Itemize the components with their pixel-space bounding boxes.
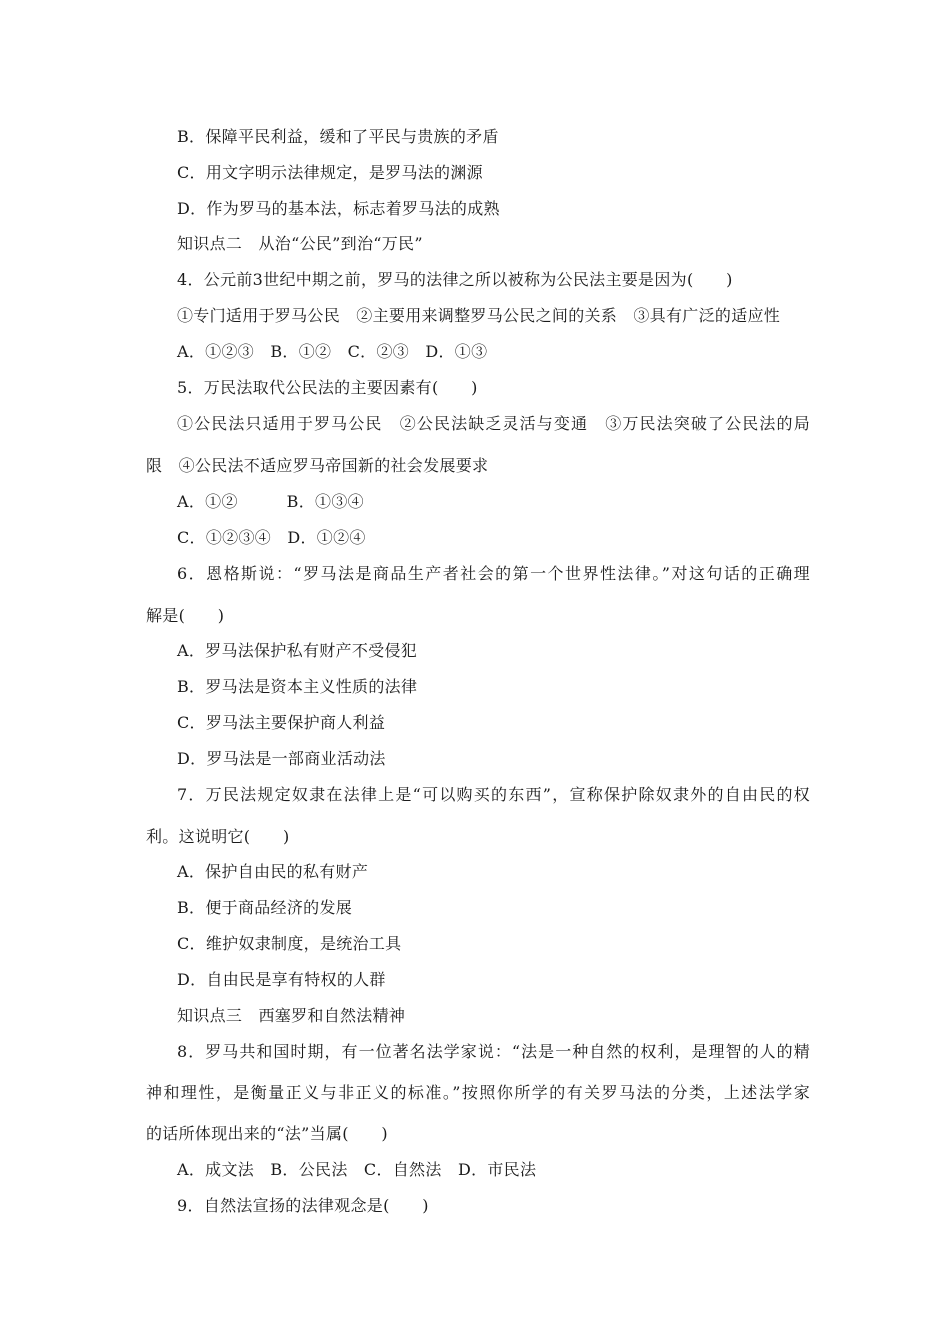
q6-option-b: B．罗马法是资本主义性质的法律: [177, 677, 418, 696]
q5-items-line1: ①公民法只适用于罗马公民 ②公民法缺乏灵活与变通 ③万民法突破了公民法的局: [177, 414, 810, 433]
q6-stem-line2: 解是( ): [146, 606, 225, 625]
q5-options-ab: A．①② B．①③④: [177, 492, 364, 511]
q6-stem-line1: 6．恩格斯说：“罗马法是商品生产者社会的第一个世界性法律。”对这句话的正确理: [177, 564, 810, 583]
section-heading-3: 知识点三 西塞罗和自然法精神: [177, 1006, 406, 1025]
q8-stem-line1: 8．罗马共和国时期，有一位著名法学家说：“法是一种自然的权利，是理智的人的精: [177, 1042, 810, 1061]
q6-option-d: D．罗马法是一部商业活动法: [177, 749, 386, 768]
q3-option-c: C．用文字明示法律规定，是罗马法的渊源: [177, 163, 483, 182]
q4-options: A．①②③ B．①② C．②③ D．①③: [177, 342, 488, 361]
q4-stem: 4．公元前3世纪中期之前，罗马的法律之所以被称为公民法主要是因为( ): [177, 270, 733, 289]
q6-option-a: A．罗马法保护私有财产不受侵犯: [177, 641, 418, 660]
q5-options-cd: C．①②③④ D．①②④: [177, 528, 366, 547]
q7-option-b: B．便于商品经济的发展: [177, 898, 353, 917]
q7-option-a: A．保护自由民的私有财产: [177, 862, 369, 881]
q7-option-c: C．维护奴隶制度，是统治工具: [177, 934, 402, 953]
q7-option-d: D．自由民是享有特权的人群: [177, 970, 386, 989]
q3-option-d: D．作为罗马的基本法，标志着罗马法的成熟: [177, 199, 500, 218]
q8-stem-line3: 的话所体现出来的“法”当属( ): [146, 1124, 388, 1143]
q5-stem: 5．万民法取代公民法的主要因素有( ): [177, 378, 478, 397]
q7-stem-line1: 7．万民法规定奴隶在法律上是“可以购买的东西”，宣称保护除奴隶外的自由民的权: [177, 785, 810, 804]
q9-stem: 9．自然法宣扬的法律观念是( ): [177, 1196, 429, 1215]
q6-option-c: C．罗马法主要保护商人利益: [177, 713, 386, 732]
q8-stem-line2: 神和理性，是衡量正义与非正义的标准。”按照你所学的有关罗马法的分类，上述法学家: [146, 1083, 810, 1102]
q4-items: ①专门适用于罗马公民 ②主要用来调整罗马公民之间的关系 ③具有广泛的适应性: [177, 306, 781, 325]
q7-stem-line2: 利。这说明它( ): [146, 827, 290, 846]
q3-option-b: B．保障平民利益，缓和了平民与贵族的矛盾: [177, 127, 499, 146]
q5-items-line2: 限 ④公民法不适应罗马帝国新的社会发展要求: [146, 456, 489, 475]
q8-options: A．成文法 B．公民法 C．自然法 D．市民法: [177, 1160, 537, 1179]
section-heading-2: 知识点二 从治“公民”到治“万民”: [177, 234, 423, 253]
